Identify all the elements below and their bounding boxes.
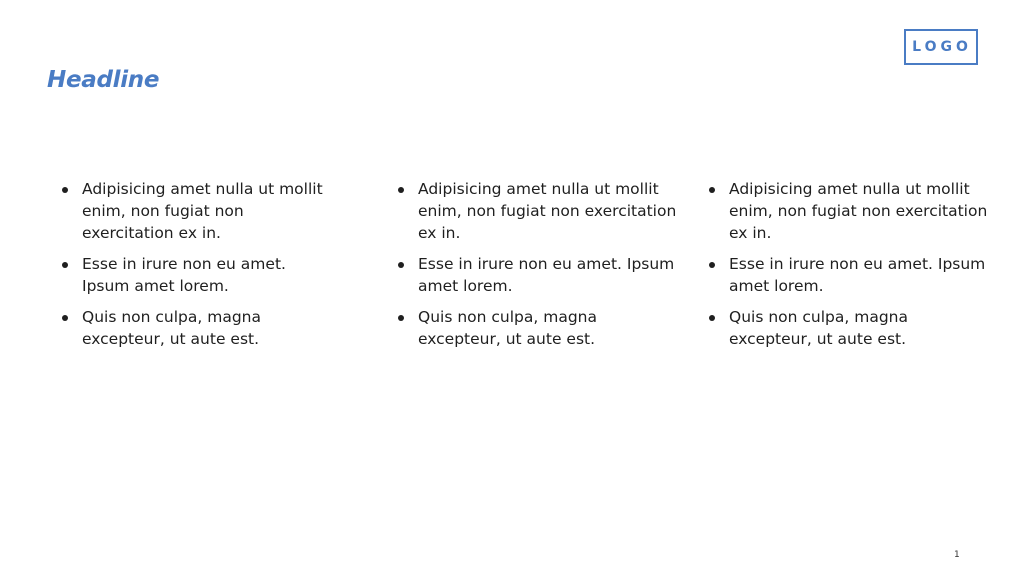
bullet-column-2 bbox=[398, 178, 678, 359]
bullet-dot-icon bbox=[709, 262, 715, 268]
bullet-column-1 bbox=[62, 178, 332, 359]
bullet-item bbox=[62, 253, 332, 297]
bullet-text: Adipisicing amet nulla ut mollit enim, non fugiat non exercitation ex in. bbox=[418, 180, 677, 242]
bullet-item bbox=[398, 253, 678, 297]
bullet-dot-icon bbox=[709, 187, 715, 193]
bullet-item bbox=[709, 306, 989, 350]
bullet-item bbox=[709, 178, 989, 244]
bullet-text: Adipisicing amet nulla ut mollit enim, non fugiat non exercitation ex in. bbox=[82, 180, 323, 242]
bullet-dot-icon bbox=[398, 262, 404, 268]
bullet-item bbox=[398, 306, 678, 350]
page-number: 1 bbox=[954, 550, 960, 560]
bullet-item bbox=[398, 178, 678, 244]
bullet-text: Quis non culpa, magna excepteur, ut aute est. bbox=[729, 308, 908, 348]
bullet-item bbox=[62, 178, 332, 244]
bullet-dot-icon bbox=[62, 262, 68, 268]
bullet-dot-icon bbox=[709, 315, 715, 321]
bullet-dot-icon bbox=[398, 187, 404, 193]
bullet-text: Quis non culpa, magna excepteur, ut aute est. bbox=[418, 308, 597, 348]
bullet-text: Quis non culpa, magna excepteur, ut aute est. bbox=[82, 308, 261, 348]
logo: LOGO bbox=[904, 29, 978, 65]
bullet-text: Esse in irure non eu amet. Ipsum amet lorem. bbox=[729, 255, 986, 295]
bullet-text: Esse in irure non eu amet. Ipsum amet lorem. bbox=[418, 255, 675, 295]
bullet-dot-icon bbox=[62, 315, 68, 321]
bullet-text: Adipisicing amet nulla ut mollit enim, non fugiat non exercitation ex in. bbox=[729, 180, 988, 242]
bullet-column-3 bbox=[709, 178, 989, 359]
bullet-item bbox=[709, 253, 989, 297]
headline: Headline bbox=[47, 67, 160, 93]
bullet-text: Esse in irure non eu amet. Ipsum amet lorem. bbox=[82, 255, 286, 295]
bullet-dot-icon bbox=[398, 315, 404, 321]
bullet-item bbox=[62, 306, 332, 350]
bullet-dot-icon bbox=[62, 187, 68, 193]
